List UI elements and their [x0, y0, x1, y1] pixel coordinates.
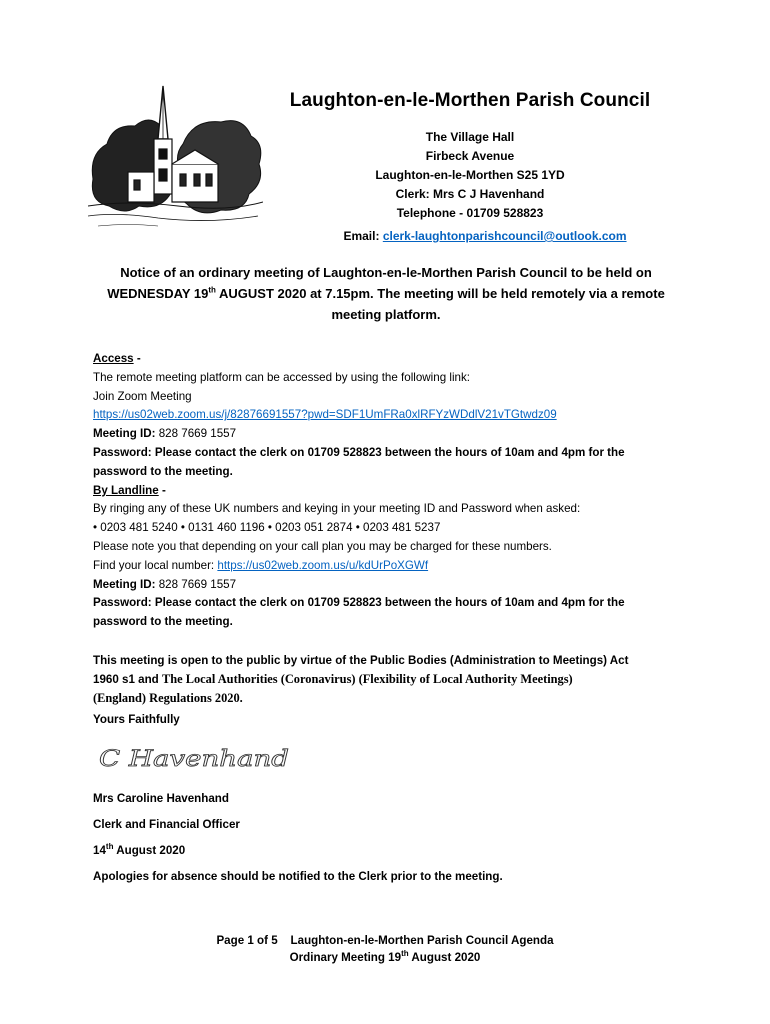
- church-sketch-icon: [88, 84, 263, 234]
- meeting-id-value: 828 7669 1557: [155, 427, 237, 441]
- access-details: [93, 350, 693, 632]
- address-line-hall: The Village Hall: [425, 130, 515, 144]
- public-access-notice: [93, 651, 693, 708]
- council-title: Laughton-en-le-Morthen Parish Council: [289, 90, 651, 111]
- access-password-line2: password to the meeting.: [93, 464, 233, 478]
- signatory-role: Clerk and Financial Officer: [93, 818, 240, 831]
- landline-meeting-id-label: Meeting ID:: [93, 577, 156, 591]
- notice-text-part2: AUGUST 2020 at 7.15pm. The meeting will be held remotely via a remote meeting platform.: [215, 286, 665, 322]
- email-link[interactable]: clerk-laughtonparishcouncil@outlook.com: [382, 229, 627, 243]
- signature-icon: [95, 738, 300, 778]
- address-block: [290, 128, 650, 223]
- yours-faithfully: Yours Faithfully: [93, 713, 180, 726]
- telephone-line: Telephone - 01709 528823: [396, 206, 544, 220]
- email-line: [290, 229, 680, 243]
- public-notice-line2a: 1960 s1 and: [93, 673, 162, 686]
- notice-sup: th: [208, 285, 216, 295]
- date-day: 14: [93, 844, 106, 857]
- public-notice-line2b: The Local Authorities (Coronavirus) (Flexibility of Local Authority Meetings): [161, 672, 573, 686]
- footer-line1: Page 1 of 5 Laughton-en-le-Morthen Parish Council Agenda: [216, 934, 554, 947]
- footer-line2b: August 2020: [408, 951, 481, 964]
- footer-line2: [170, 949, 600, 966]
- apologies-note: Apologies for absence should be notified to the Clerk prior to the meeting.: [93, 870, 503, 883]
- landline-password-line1: Password: Please contact the clerk on 01709 528823 between the hours of 10am and 4pm for the: [93, 596, 625, 610]
- footer-line2a: Ordinary Meeting 19: [289, 951, 402, 964]
- landline-heading-suffix: -: [158, 483, 166, 497]
- zoom-meeting-link[interactable]: https://us02web.zoom.us/j/82876691557?pwd=SDF1UmFRa0xlRFYzWDdlV21vTGtwdz09: [93, 408, 557, 422]
- address-line-street: Firbeck Avenue: [425, 149, 515, 163]
- landline-meeting-id: [93, 576, 693, 595]
- date-sup: th: [105, 842, 114, 852]
- address-line-village: Laughton-en-le-Morthen S25 1YD: [375, 168, 565, 182]
- meeting-notice: [96, 262, 676, 325]
- letter-date: [93, 844, 185, 857]
- landline-heading: By Landline: [93, 483, 159, 497]
- access-heading-line: [93, 350, 693, 369]
- svg-text:C Havenhand: C Havenhand: [99, 747, 289, 772]
- landline-password-line2: password to the meeting.: [93, 615, 233, 629]
- public-notice-line3: (England) Regulations 2020.: [93, 691, 243, 705]
- local-number-link[interactable]: https://us02web.zoom.us/u/kdUrPoXGWf: [217, 558, 429, 572]
- signatory-name: Mrs Caroline Havenhand: [93, 792, 229, 805]
- date-rest: August 2020: [113, 844, 186, 857]
- footer-sup: th: [401, 949, 409, 959]
- access-heading: Access: [93, 352, 134, 365]
- join-zoom-label: Join Zoom Meeting: [93, 389, 192, 403]
- landline-heading-line: [93, 482, 693, 501]
- notice-text-part1: Notice of an ordinary meeting of Laughton-en-le-Morthen Parish Council to be held on WEDNESDAY 19: [107, 265, 652, 301]
- access-meeting-id: [93, 425, 693, 444]
- landline-numbers: • 0203 481 5240 • 0131 460 1196 • 0203 051 2874 • 0203 481 5237: [93, 521, 441, 535]
- page-footer: [170, 932, 600, 966]
- clerk-line: Clerk: Mrs C J Havenhand: [395, 187, 545, 201]
- landline-meeting-id-value: 828 7669 1557: [155, 577, 237, 591]
- landline-intro: By ringing any of these UK numbers and keying in your meeting ID and Password when asked:: [93, 502, 581, 516]
- public-notice-line2: [93, 670, 693, 689]
- local-number-line: [93, 557, 693, 576]
- public-notice-line1: This meeting is open to the public by virtue of the Public Bodies (Administration to Meetings) Act: [93, 654, 629, 667]
- access-password-line1: Password: Please contact the clerk on 01709 528823 between the hours of 10am and 4pm for the: [93, 445, 625, 459]
- email-label: Email:: [343, 229, 380, 243]
- meeting-id-label: Meeting ID:: [93, 427, 156, 441]
- local-number-label: Find your local number:: [93, 558, 218, 572]
- access-heading-suffix: -: [133, 352, 141, 365]
- access-intro: The remote meeting platform can be accessed by using the following link:: [93, 370, 470, 384]
- landline-charge-note: Please note you that depending on your call plan you may be charged for these numbers.: [93, 539, 552, 553]
